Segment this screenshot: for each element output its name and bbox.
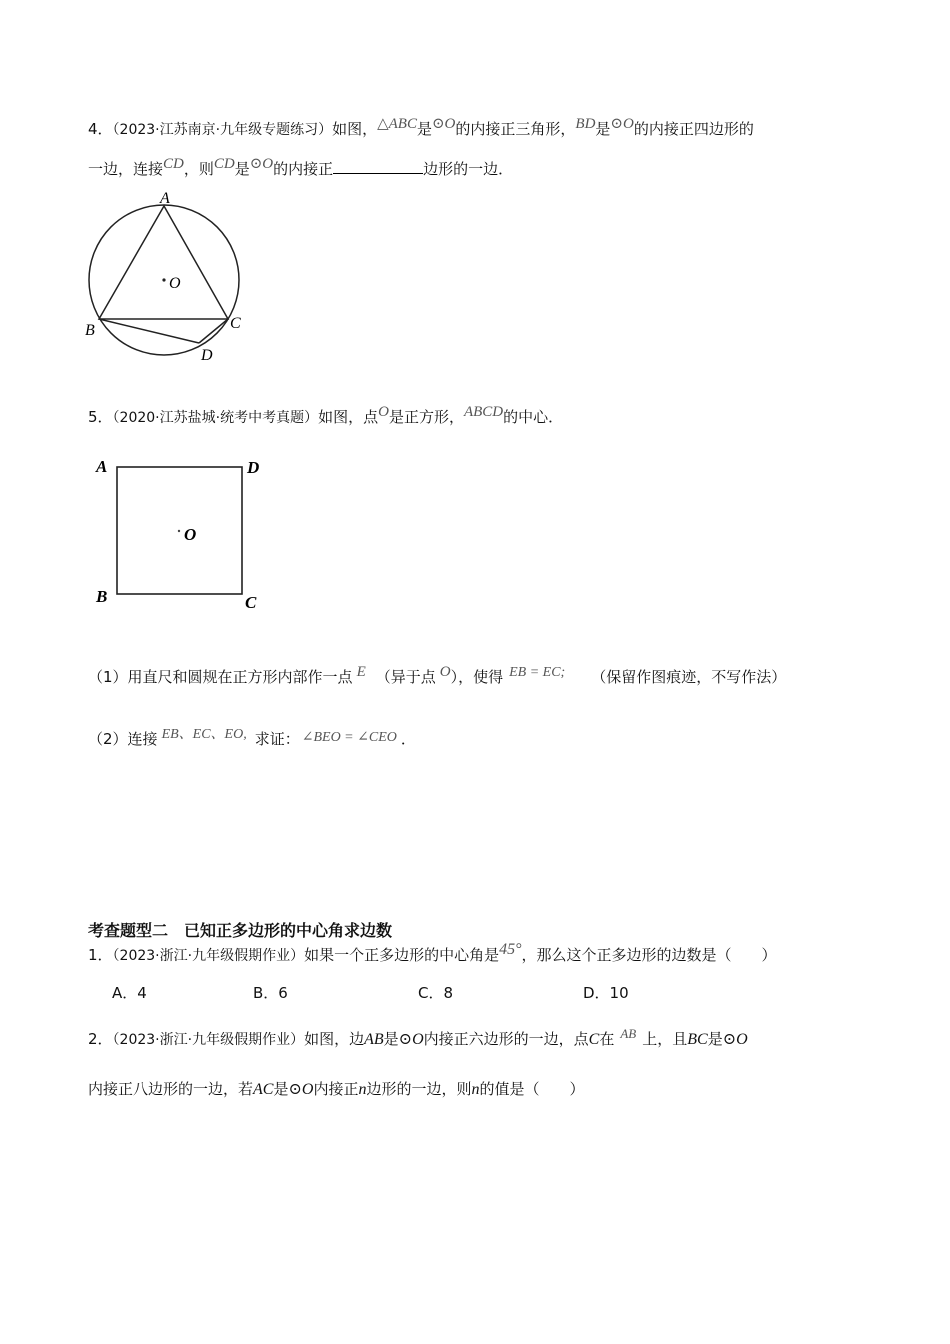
option-d[interactable]: D．10 xyxy=(583,984,629,1002)
q5-part1-text: （保留作图痕迹，不写作法） xyxy=(591,668,787,686)
q4-text: 如图， xyxy=(332,120,378,138)
option-a[interactable]: A．4 xyxy=(112,984,147,1002)
s2q2-math-arc-ab: AB xyxy=(620,1026,637,1041)
label-b: B xyxy=(85,322,95,339)
s2q2-math-c: C xyxy=(588,1031,600,1048)
s2q2-text: 内接正八边形的一边，若 xyxy=(88,1080,254,1098)
label-a: A xyxy=(96,457,108,476)
s2q2-math-circle-o: ⊙O xyxy=(288,1081,314,1098)
q5-text: 如图，点 xyxy=(318,408,379,426)
option-c[interactable]: C．8 xyxy=(418,984,454,1002)
q4-line1 xyxy=(88,118,754,141)
q4-source: （2023·江苏南京·九年级专题练习） xyxy=(112,122,333,138)
q5-part2-number: （2） xyxy=(88,730,128,748)
s2q2-text: 边形的一边，则 xyxy=(366,1080,472,1098)
s2q2-math-circle-o: ⊙O xyxy=(398,1031,424,1048)
section2-title: 考查题型二 已知正多边形的中心角求边数 xyxy=(88,921,393,940)
s2q2-number: 2． xyxy=(88,1030,113,1048)
q5-math-o: O xyxy=(378,404,389,420)
q4-line2 xyxy=(88,158,513,181)
s2q2-source: （2023·浙江·九年级假期作业） xyxy=(112,1032,305,1048)
label-b: B xyxy=(96,587,108,606)
label-c: C xyxy=(245,593,257,612)
s2q2-text: 是 xyxy=(707,1030,723,1048)
q5-figure-square xyxy=(90,452,280,617)
q5-math-abcd: ABCD xyxy=(463,404,504,420)
q5-part1-text: ），使得 xyxy=(450,668,504,686)
s2q2-math-n: n xyxy=(358,1081,367,1098)
q4-text: 是 xyxy=(595,120,611,138)
label-a: A xyxy=(160,190,170,207)
answer-blank xyxy=(333,159,423,174)
q4-math-bd: BD xyxy=(575,116,596,132)
q4-text: 一边，连接 xyxy=(88,160,164,178)
s2q2-math-circle-o: ⊙O xyxy=(722,1031,748,1048)
segment-cd xyxy=(199,319,228,343)
s2q1-text: 如果一个正多边形的中心角是 xyxy=(304,946,500,964)
q5-part2-text: 连接 xyxy=(127,730,158,748)
q5-part2 xyxy=(88,728,416,752)
q4-text: 是 xyxy=(234,160,250,178)
s2q1-line1 xyxy=(88,941,777,967)
s2q2-text: 如图，边 xyxy=(304,1030,365,1048)
label-d: D xyxy=(201,347,213,364)
q5-part2-text: 求证： xyxy=(254,730,300,748)
q5-part1 xyxy=(88,666,786,690)
s2q2-text: 的值是（ ） xyxy=(479,1080,585,1098)
q4-number: 4． xyxy=(88,120,113,138)
q4-math-circle-o: ⊙O xyxy=(249,156,274,172)
label-d: D xyxy=(247,458,260,477)
s2q2-line1 xyxy=(88,1028,748,1051)
q5-line1 xyxy=(88,406,563,429)
s2q2-text: 在 xyxy=(599,1030,615,1048)
q5-part2-text: ． xyxy=(400,730,416,748)
q4-text: 边形的一边． xyxy=(423,160,514,178)
q5-part1-math-eq: EB = EC; xyxy=(509,665,566,680)
option-b[interactable]: B．6 xyxy=(253,984,288,1002)
q5-text: 的中心． xyxy=(503,408,564,426)
q5-source: （2020·江苏盐城·统考中考真题） xyxy=(112,410,319,426)
label-o: O xyxy=(184,525,197,544)
s2q2-math-ab: AB xyxy=(364,1031,384,1048)
q5-part1-text: （异于点 xyxy=(375,668,436,686)
q5-part1-math-e: E xyxy=(356,664,366,680)
q4-math-circle-o: ⊙O xyxy=(431,116,456,132)
q5-part1-math-o: O xyxy=(439,664,451,680)
q5-part2-math-angle: ∠BEO = ∠CEO xyxy=(301,730,397,745)
s2q2-line2 xyxy=(88,1078,585,1101)
q4-math-circle-o: ⊙O xyxy=(610,116,634,132)
s2q2-math-bc: BC xyxy=(687,1031,708,1048)
s2q1-source: （2023·浙江·九年级假期作业） xyxy=(112,948,305,964)
q4-math-cd: CD xyxy=(163,156,184,172)
q5-part2-math-segments: EB、EC、EO, xyxy=(161,727,247,742)
q5-number: 5． xyxy=(88,408,113,426)
q4-figure-circle-triangle xyxy=(80,188,260,368)
center-dot xyxy=(162,278,165,281)
q4-math-abc: △ABC xyxy=(377,116,417,132)
s2q1-text: ，那么这个正多边形的边数是（ ） xyxy=(521,946,777,964)
q4-text: 的内接正 xyxy=(273,160,334,178)
segment-bd xyxy=(99,319,199,343)
s2q1-math-deg: 45° xyxy=(499,941,522,958)
q4-text: 的内接正三角形， xyxy=(455,120,576,138)
triangle-abc xyxy=(99,206,228,319)
s2q2-math-ac: AC xyxy=(253,1081,274,1098)
q5-text: 是正方形， xyxy=(388,408,464,426)
s2q2-text: 内接正 xyxy=(313,1080,359,1098)
q4-text: ，则 xyxy=(183,160,214,178)
label-o: O xyxy=(169,275,181,292)
q5-part1-text: 用直尺和圆规在正方形内部作一点 xyxy=(127,668,353,686)
s2q2-math-n: n xyxy=(471,1081,480,1098)
q4-text: 是 xyxy=(416,120,432,138)
s2q2-text: 是 xyxy=(273,1080,289,1098)
s2q1-number: 1． xyxy=(88,946,113,964)
q4-text: 的内接正四边形的 xyxy=(633,120,754,138)
q4-math-cd: CD xyxy=(213,156,235,172)
label-c: C xyxy=(230,315,241,332)
s2q2-text: 内接正六边形的一边，点 xyxy=(423,1030,589,1048)
q5-part1-number: （1） xyxy=(88,668,128,686)
s2q2-text: 是 xyxy=(383,1030,399,1048)
s2q2-text: 上，且 xyxy=(642,1030,688,1048)
center-dot xyxy=(178,530,180,532)
